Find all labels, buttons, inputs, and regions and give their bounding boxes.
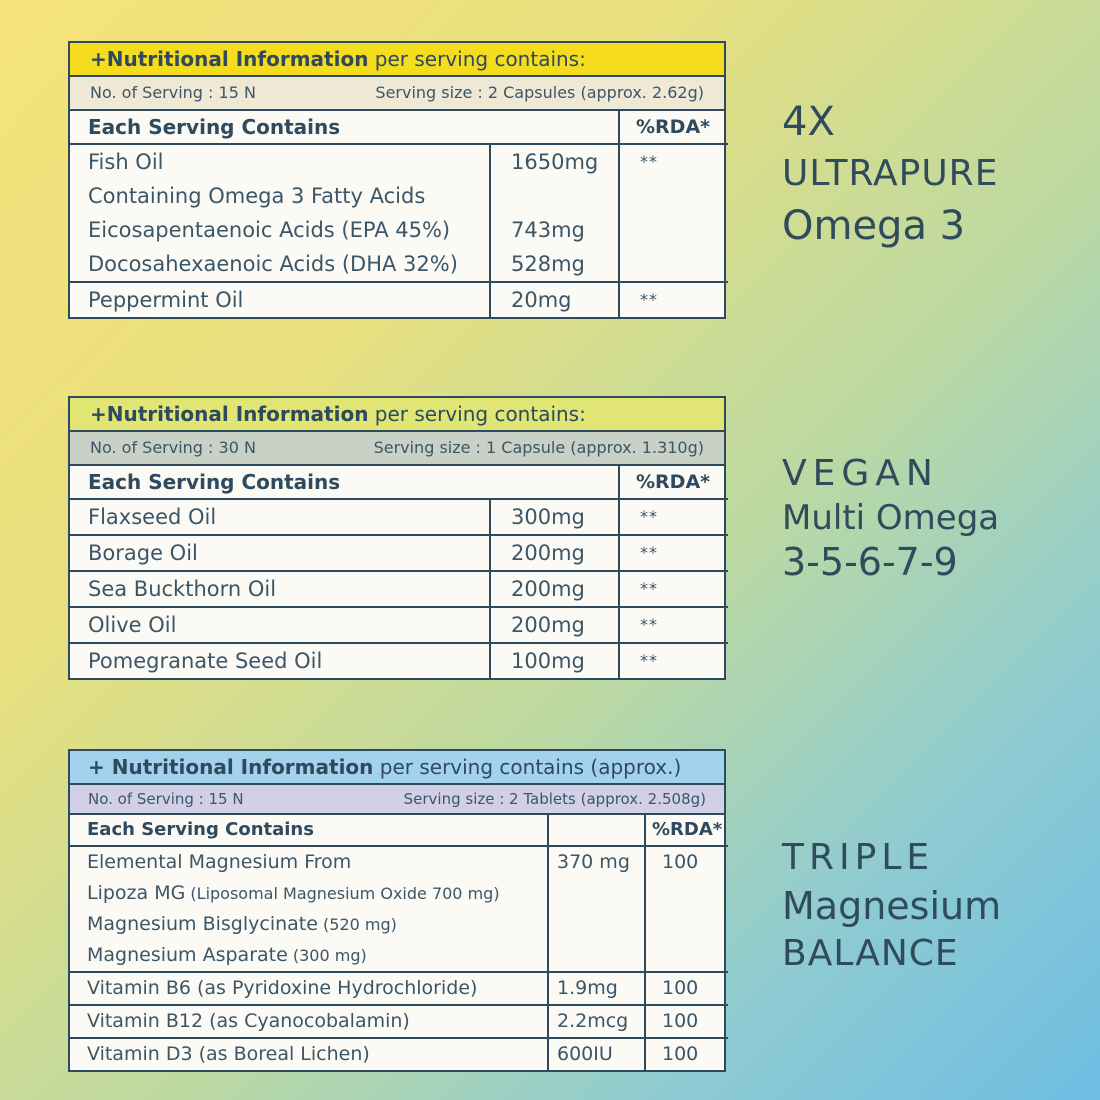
rda-cell: **: [619, 607, 728, 643]
serving-info-row: [70, 77, 724, 111]
servings-count: No. of Serving : 15 N: [88, 790, 244, 808]
rda-cell: **: [619, 282, 728, 317]
ingredient-cell: Borage Oil: [70, 535, 490, 571]
ingredient-cell: Olive Oil: [70, 607, 490, 643]
amount-cell: 20mg: [490, 282, 619, 317]
rda-cell: 100: [645, 1005, 728, 1038]
ingredient-cell: Fish Oil Containing Omega 3 Fatty Acids Eicosapentaenoic Acids (EPA 45%) Docosahexaenoic Acids (DHA 32%): [70, 144, 490, 282]
table-row: [70, 1005, 728, 1038]
serving-info-row: [70, 432, 724, 466]
label-line-3: BALANCE: [782, 933, 959, 974]
ingredient-cell: Elemental Magnesium From Lipoza MG (Liposomal Magnesium Oxide 700 mg) Magnesium Bisglycinate (520 mg) Magnesium Asparate (300 mg): [70, 846, 548, 972]
col-amount-empty: [548, 815, 645, 846]
rda-cell: **: [619, 499, 728, 535]
col-contains: Each Serving Contains: [70, 111, 619, 144]
servings-count: No. of Serving : 15 N: [90, 83, 256, 102]
header-subtitle: per serving contains:: [368, 47, 586, 71]
header-subtitle: per serving contains (approx.): [373, 755, 682, 779]
amount-cell: 600IU: [548, 1038, 645, 1070]
panel-header: [70, 398, 724, 432]
table-row: [70, 607, 728, 643]
header-title: +Nutritional Information: [90, 402, 369, 426]
serving-size: Serving size : 2 Tablets (approx. 2.508g): [403, 790, 706, 808]
col-rda: %RDA*: [619, 466, 728, 499]
header-title: + Nutritional Information: [88, 755, 374, 779]
panel-header: [70, 43, 724, 77]
rda-cell: **: [619, 571, 728, 607]
table-row: [70, 282, 728, 317]
ingredient-cell: Vitamin B6 (as Pyridoxine Hydrochloride): [70, 972, 548, 1005]
header-subtitle: per serving contains:: [368, 402, 586, 426]
ingredient-cell: Pomegranate Seed Oil: [70, 643, 490, 678]
header-title: +Nutritional Information: [90, 47, 369, 71]
amount-cell: 1650mg 743mg 528mg: [490, 144, 619, 282]
ingredient-cell: Peppermint Oil: [70, 282, 490, 317]
nutrition-table: [70, 111, 728, 317]
table-row: [70, 1038, 728, 1070]
table-header-row: [70, 111, 728, 144]
vegan-omega-nutrition-panel: [68, 396, 726, 680]
label-line-3: Omega 3: [782, 203, 966, 249]
table-row: [70, 571, 728, 607]
label-line-2: Magnesium: [782, 884, 1002, 928]
table-row: [70, 144, 728, 282]
label-line-2: ULTRAPURE: [782, 153, 999, 194]
servings-count: No. of Serving : 30 N: [90, 438, 256, 457]
rda-cell: 100: [645, 846, 728, 972]
table-row: [70, 535, 728, 571]
amount-cell: 200mg: [490, 571, 619, 607]
vegan-omega-product-label: [782, 452, 999, 584]
ingredient-cell: Flaxseed Oil: [70, 499, 490, 535]
panel-header: [70, 751, 724, 785]
label-line-1: 4X: [782, 99, 835, 145]
nutrition-table: [70, 466, 728, 678]
ingredient-cell: Vitamin B12 (as Cyanocobalamin): [70, 1005, 548, 1038]
amount-cell: 100mg: [490, 643, 619, 678]
rda-cell: 100: [645, 1038, 728, 1070]
table-header-row: [70, 466, 728, 499]
magnesium-nutrition-panel: [68, 749, 726, 1072]
nutrition-table: [70, 815, 728, 1070]
amount-cell: 300mg: [490, 499, 619, 535]
col-contains: Each Serving Contains: [70, 815, 548, 846]
omega3-nutrition-panel: [68, 41, 726, 319]
serving-size: Serving size : 2 Capsules (approx. 2.62g): [375, 83, 704, 102]
ingredient-cell: Vitamin D3 (as Boreal Lichen): [70, 1038, 548, 1070]
magnesium-product-label: [782, 834, 1001, 978]
amount-cell: 370 mg: [548, 846, 645, 972]
table-row: [70, 643, 728, 678]
amount-cell: 1.9mg: [548, 972, 645, 1005]
col-contains: Each Serving Contains: [70, 466, 619, 499]
amount-cell: 200mg: [490, 607, 619, 643]
amount-cell: 2.2mcg: [548, 1005, 645, 1038]
col-rda: %RDA*: [645, 815, 728, 846]
serving-size: Serving size : 1 Capsule (approx. 1.310g): [373, 438, 704, 457]
omega3-product-label: [782, 96, 998, 252]
table-row: [70, 846, 728, 972]
label-line-1: VEGAN: [782, 453, 939, 494]
table-header-row: [70, 815, 728, 846]
ingredient-cell: Sea Buckthorn Oil: [70, 571, 490, 607]
col-rda: %RDA*: [619, 111, 728, 144]
rda-cell: **: [619, 643, 728, 678]
label-line-1: TRIPLE: [782, 837, 935, 878]
amount-cell: 200mg: [490, 535, 619, 571]
serving-info-row: [70, 785, 724, 815]
label-line-2: Multi Omega: [782, 498, 1000, 538]
label-line-3: 3-5-6-7-9: [782, 540, 958, 584]
rda-cell: **: [619, 144, 728, 282]
table-row: [70, 499, 728, 535]
rda-cell: 100: [645, 972, 728, 1005]
rda-cell: **: [619, 535, 728, 571]
table-row: [70, 972, 728, 1005]
